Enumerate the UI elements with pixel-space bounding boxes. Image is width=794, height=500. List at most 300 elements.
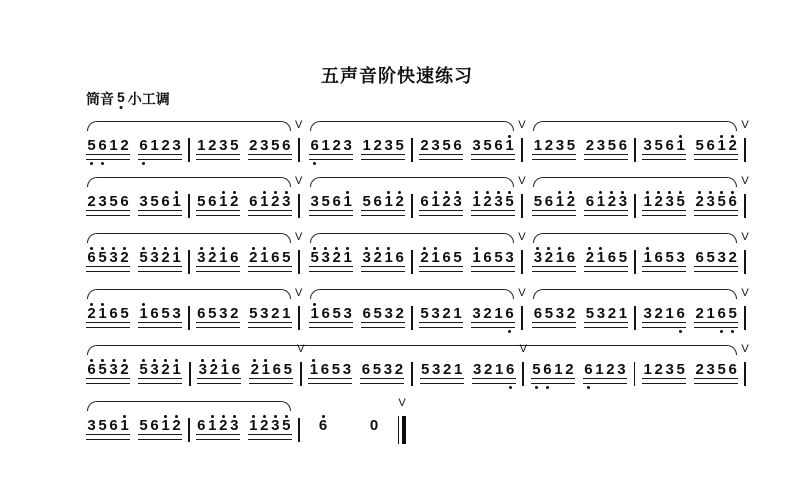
octave-dot-below-slot — [532, 328, 543, 333]
breath-mark: V — [398, 397, 406, 409]
note-digit — [382, 357, 393, 377]
below-dot-row — [197, 384, 241, 389]
digit-row — [584, 301, 628, 321]
note-digit — [504, 133, 515, 153]
note-digit — [207, 133, 218, 153]
digit-row — [318, 413, 329, 433]
note-digit — [197, 357, 208, 377]
octave-dot-below-slot — [207, 160, 218, 165]
digit-glyph: 2 — [544, 137, 554, 154]
barline-stroke — [411, 138, 413, 162]
digit-glyph: 5 — [566, 137, 576, 154]
digit-glyph: 5 — [420, 305, 429, 322]
note-group — [471, 133, 515, 165]
note-group — [584, 245, 628, 277]
octave-dot-below-slot — [705, 328, 716, 333]
digit-glyph: 1 — [384, 249, 393, 266]
measure — [309, 189, 405, 221]
note-digit — [342, 301, 353, 321]
octave-dot-below-slot — [270, 440, 281, 445]
below-dot-row — [584, 160, 628, 165]
note-digit — [108, 357, 119, 377]
octave-dot-below-slot — [259, 272, 270, 277]
phrase-segment — [86, 287, 306, 333]
digit-glyph: 1 — [197, 137, 206, 154]
phrase — [532, 301, 738, 333]
slur — [87, 289, 291, 299]
digit-glyph: 2 — [120, 249, 129, 266]
note-digit — [727, 189, 738, 209]
digit-glyph: 3 — [150, 249, 159, 266]
octave-dot-below-slot — [361, 216, 372, 221]
digit-glyph: 2 — [484, 361, 493, 378]
barline-stroke — [634, 306, 636, 330]
octave-dot-below-slot — [259, 328, 270, 333]
octave-dot-below-slot — [716, 160, 727, 165]
octave-dot-below-slot — [664, 384, 675, 389]
octave-dot-below-slot — [196, 440, 207, 445]
octave-dot-below-slot — [472, 384, 483, 389]
digit-glyph: 3 — [98, 193, 107, 210]
note-digit — [727, 301, 738, 321]
below-dot-row — [86, 384, 130, 389]
barline — [411, 138, 413, 162]
octave-dot-below-slot — [108, 384, 119, 389]
below-dot-row — [583, 384, 627, 389]
measure — [196, 245, 292, 277]
phrase — [309, 133, 515, 165]
note-digit — [594, 357, 605, 377]
note-group — [138, 189, 182, 221]
octave-dot-below — [142, 162, 145, 165]
note-digit — [320, 301, 331, 321]
breath-mark: V — [519, 343, 527, 355]
digit-glyph: 3 — [310, 193, 319, 210]
note-digit — [108, 133, 119, 153]
digit-glyph: 2 — [654, 193, 663, 210]
note-digit — [138, 189, 149, 209]
note-digit — [270, 301, 281, 321]
slur — [533, 289, 737, 299]
plain-note-group — [318, 413, 329, 438]
note-digit — [361, 133, 372, 153]
digit-row — [471, 133, 515, 153]
below-dot-row — [196, 216, 240, 221]
digit-glyph: 5 — [585, 305, 595, 322]
digit-glyph: 2 — [373, 249, 382, 266]
digit-glyph: 1 — [219, 249, 228, 266]
octave-dot-below-slot — [543, 216, 554, 221]
measure — [420, 357, 516, 389]
digit-glyph: 6 — [150, 417, 159, 434]
octave-dot-below-slot — [309, 272, 320, 277]
note-group — [86, 133, 130, 165]
octave-dot-below-slot — [309, 160, 320, 165]
octave-dot-below-slot — [605, 384, 616, 389]
digit-glyph: 1 — [554, 361, 563, 378]
note-digit — [342, 133, 353, 153]
measure — [419, 189, 515, 221]
digit-glyph: 3 — [362, 249, 371, 266]
digit-glyph: 6 — [442, 249, 451, 266]
below-dot-row — [532, 160, 576, 165]
note-group — [86, 357, 130, 389]
digit-glyph: 6 — [543, 361, 552, 378]
octave-dot-below-slot — [119, 160, 130, 165]
barline — [634, 362, 636, 386]
octave-dot-below-slot — [248, 328, 259, 333]
note-group — [420, 357, 464, 389]
digit-glyph: 1 — [208, 417, 217, 434]
below-dot-row — [694, 272, 738, 277]
digit-row — [248, 245, 292, 265]
octave-dot-below-slot — [419, 160, 430, 165]
note-digit — [149, 189, 160, 209]
digit-row — [694, 189, 738, 209]
digit-glyph: 5 — [372, 361, 382, 378]
note-digit — [270, 413, 281, 433]
barline-stroke — [634, 194, 636, 218]
digit-glyph: 3 — [453, 193, 462, 210]
note-digit — [675, 245, 686, 265]
below-dot-row — [419, 216, 463, 221]
octave-dot-below-slot — [149, 272, 160, 277]
measure — [532, 301, 628, 333]
octave-dot-below-slot — [543, 160, 554, 165]
note-digit — [705, 357, 716, 377]
octave-dot-below-slot — [420, 384, 431, 389]
barline-stroke — [411, 194, 413, 218]
note-digit — [149, 301, 160, 321]
octave-dot-below-slot — [653, 328, 664, 333]
digit-glyph: 2 — [585, 137, 595, 154]
below-dot-row — [642, 272, 686, 277]
octave-dot-below-slot — [617, 160, 628, 165]
digit-glyph: 3 — [596, 137, 606, 154]
below-dot-row — [309, 216, 353, 221]
note-digit — [617, 189, 628, 209]
score-line — [86, 343, 752, 389]
octave-dot-below-slot — [97, 160, 108, 165]
digit-glyph: 1 — [643, 193, 652, 210]
phrase-segment — [306, 397, 413, 444]
octave-dot-below — [508, 330, 511, 333]
note-digit — [584, 133, 595, 153]
note-digit — [207, 189, 218, 209]
barline-stroke — [300, 362, 302, 386]
barline — [295, 287, 303, 330]
note-digit — [606, 133, 617, 153]
note-digit — [542, 357, 553, 377]
note-digit — [664, 357, 675, 377]
octave-dot-below-slot — [565, 328, 576, 333]
digit-glyph: 2 — [442, 305, 451, 322]
octave-dot-below-slot — [119, 384, 130, 389]
digit-glyph: 3 — [643, 305, 652, 322]
barline — [188, 418, 190, 442]
barline-stroke — [188, 418, 190, 442]
rest-digit — [369, 413, 380, 433]
octave-dot-below-slot — [318, 433, 329, 438]
note-digit — [616, 357, 627, 377]
digit-glyph: 6 — [310, 137, 319, 154]
below-dot-row — [196, 328, 240, 333]
barline — [188, 194, 190, 218]
note-digit — [727, 133, 738, 153]
digit-glyph: 2 — [250, 361, 259, 378]
digit-glyph: 2 — [219, 417, 228, 434]
note-digit — [281, 133, 292, 153]
octave-dot-below-slot — [308, 384, 319, 389]
below-dot-row — [532, 272, 576, 277]
digit-glyph: 6 — [654, 249, 663, 266]
octave-dot-below-slot — [331, 272, 342, 277]
note-group — [642, 357, 686, 389]
digit-row — [471, 189, 515, 209]
note-digit — [727, 245, 738, 265]
note-digit — [97, 189, 108, 209]
digit-glyph: 1 — [533, 137, 543, 154]
breath-mark: V — [295, 287, 303, 299]
octave-dot-below-slot — [229, 272, 240, 277]
octave-dot-below-slot — [260, 384, 271, 389]
note-digit — [675, 357, 686, 377]
note-group — [642, 189, 686, 221]
note-digit — [230, 357, 241, 377]
below-dot-row — [248, 440, 292, 445]
octave-dot-below-slot — [493, 272, 504, 277]
digit-glyph: 1 — [310, 305, 319, 322]
below-dot-row — [532, 216, 576, 221]
below-dot-row — [642, 328, 686, 333]
note-digit — [281, 413, 292, 433]
digit-glyph: 2 — [607, 193, 617, 210]
note-digit — [452, 301, 463, 321]
phrase-segment — [532, 119, 752, 165]
note-digit — [565, 301, 576, 321]
octave-dot-below-slot — [664, 216, 675, 221]
barline-stroke — [522, 362, 524, 386]
octave-dot-below-slot — [86, 440, 97, 445]
barline — [741, 175, 749, 218]
note-digit — [584, 189, 595, 209]
note-digit — [259, 245, 270, 265]
note-group — [248, 245, 292, 277]
digit-glyph: 6 — [272, 361, 281, 378]
measure — [86, 189, 182, 221]
below-dot-row — [584, 216, 628, 221]
digit-glyph: 1 — [717, 137, 726, 154]
score-line — [86, 231, 752, 277]
note-digit — [218, 133, 229, 153]
note-digit — [281, 189, 292, 209]
digit-glyph: 6 — [197, 305, 206, 322]
note-digit — [383, 245, 394, 265]
below-dot-row — [361, 216, 405, 221]
octave-dot-below-slot — [320, 160, 331, 165]
digit-row — [196, 133, 240, 153]
digit-glyph: 6 — [505, 305, 514, 322]
note-group — [532, 189, 576, 221]
octave-dot-below-slot — [430, 272, 441, 277]
note-digit — [653, 189, 664, 209]
digit-glyph: 3 — [260, 137, 269, 154]
digit-glyph: 6 — [120, 193, 129, 210]
digit-glyph: 5 — [310, 249, 319, 266]
digit-glyph: 2 — [654, 305, 663, 322]
phrase-segment — [86, 175, 306, 221]
octave-dot-below-slot — [482, 272, 493, 277]
note-digit — [393, 357, 404, 377]
octave-dot-below-slot — [727, 216, 738, 221]
digit-glyph: 2 — [695, 193, 704, 210]
octave-dot-below-slot — [108, 160, 119, 165]
note-digit — [372, 301, 383, 321]
note-digit — [119, 133, 130, 153]
note-group — [248, 189, 292, 221]
digit-row — [309, 133, 353, 153]
note-group — [196, 245, 240, 277]
digit-glyph: 5 — [695, 137, 704, 154]
note-digit — [171, 133, 182, 153]
note-digit — [259, 189, 270, 209]
final-barline — [398, 397, 407, 444]
digit-glyph: 3 — [665, 361, 674, 378]
note-digit — [97, 357, 108, 377]
slur — [310, 121, 514, 131]
octave-dot-below-slot — [565, 160, 576, 165]
note-digit — [248, 133, 259, 153]
below-dot-row — [694, 216, 738, 221]
octave-dot-below — [546, 386, 549, 389]
digit-row — [531, 357, 575, 377]
note-digit — [584, 245, 595, 265]
digit-glyph: 6 — [706, 137, 715, 154]
octave-dot-below-slot — [259, 216, 270, 221]
note-digit — [281, 301, 292, 321]
phrase — [86, 133, 292, 165]
digit-glyph: 3 — [676, 249, 685, 266]
octave-dot-below-slot — [554, 328, 565, 333]
barline-stroke — [411, 250, 413, 274]
note-digit — [342, 245, 353, 265]
octave-dot-below-slot — [442, 384, 453, 389]
note-digit — [430, 133, 441, 153]
octave-dot-below-slot — [271, 384, 282, 389]
measure — [419, 301, 515, 333]
digit-glyph: 6 — [717, 305, 726, 322]
measure — [419, 133, 515, 165]
below-dot-row — [420, 384, 464, 389]
note-digit — [453, 357, 464, 377]
digit-glyph: 3 — [139, 193, 148, 210]
note-digit — [309, 301, 320, 321]
slur — [533, 177, 737, 187]
digit-glyph: 2 — [230, 305, 239, 322]
barline-stroke — [298, 306, 300, 330]
below-dot-row — [248, 328, 292, 333]
digit-glyph: 2 — [606, 361, 615, 378]
digit-glyph: 5 — [139, 249, 148, 266]
digit-glyph: 6 — [230, 249, 239, 266]
digit-glyph: 3 — [342, 361, 352, 378]
digit-glyph: 2 — [654, 361, 663, 378]
barline — [519, 343, 527, 386]
note-digit — [664, 189, 675, 209]
digit-glyph: 2 — [161, 137, 170, 154]
breath-mark: V — [295, 175, 303, 187]
key-prefix: 筒音 — [86, 91, 114, 107]
note-digit — [394, 189, 405, 209]
measure — [531, 357, 627, 389]
measure — [308, 357, 404, 389]
digit-glyph: 1 — [260, 193, 269, 210]
digit-glyph: 2 — [260, 417, 269, 434]
octave-dot-below-slot — [430, 160, 441, 165]
note-digit — [309, 133, 320, 153]
digit-glyph: 6 — [98, 137, 107, 154]
digit-row — [532, 301, 576, 321]
note-digit — [565, 245, 576, 265]
digit-glyph: 3 — [172, 305, 181, 322]
digit-glyph: 6 — [150, 305, 159, 322]
digit-row — [532, 133, 576, 153]
octave-dot-below-slot — [606, 272, 617, 277]
digit-glyph: 5 — [453, 249, 462, 266]
note-digit — [119, 357, 130, 377]
digit-glyph: 2 — [332, 249, 341, 266]
phrase-segment — [532, 175, 752, 221]
barline-stroke — [634, 250, 636, 274]
digit-glyph: 5 — [544, 305, 554, 322]
octave-dot-below-slot — [531, 384, 542, 389]
octave-dot-below-slot — [394, 160, 405, 165]
note-group — [419, 301, 463, 333]
octave-dot-below-slot — [361, 272, 372, 277]
note-digit — [229, 245, 240, 265]
digit-glyph: 6 — [87, 249, 96, 266]
note-digit — [271, 357, 282, 377]
digit-row — [86, 189, 130, 209]
digit-row — [138, 413, 182, 433]
digit-glyph: 1 — [362, 137, 371, 154]
digit-glyph: 3 — [643, 137, 652, 154]
digit-glyph: 3 — [706, 193, 715, 210]
below-dot-row — [138, 440, 182, 445]
octave-dot-below-slot — [653, 216, 664, 221]
octave-dot-below-slot — [543, 328, 554, 333]
below-dot-row — [86, 440, 130, 445]
digit-glyph: 6 — [282, 137, 291, 154]
digit-glyph: 5 — [421, 361, 430, 378]
octave-dot-below-slot — [196, 272, 207, 277]
note-digit — [383, 301, 394, 321]
octave-dot-below-slot — [471, 272, 482, 277]
digit-glyph: 0 — [369, 417, 379, 434]
note-digit — [138, 245, 149, 265]
note-group — [248, 413, 292, 445]
digit-row — [584, 133, 628, 153]
digit-glyph: 1 — [343, 249, 352, 266]
note-digit — [493, 245, 504, 265]
digit-glyph: 2 — [544, 249, 554, 266]
phrase-segment — [532, 231, 752, 277]
note-digit — [308, 357, 319, 377]
phrase — [86, 189, 292, 221]
note-digit — [149, 245, 160, 265]
note-digit — [442, 357, 453, 377]
note-digit — [330, 357, 341, 377]
